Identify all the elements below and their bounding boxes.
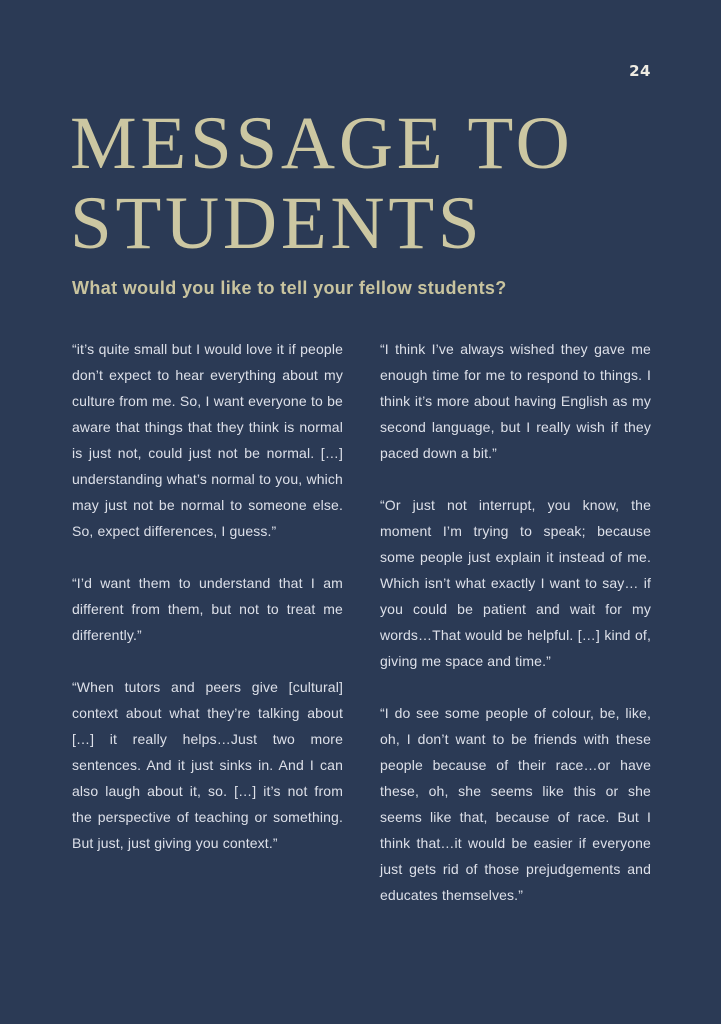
right-quote-column [380, 336, 651, 908]
quote-paragraph: “it’s quite small but I would love it if people don’t expect to hear everything about my culture from me. So, I want everyone to be aware that things that they think is normal is just not, could just not be normal. […] understanding what’s normal to you, which may just not be normal to someone else. So, expect differences, I guess.” [72, 341, 343, 539]
left-quote-column [72, 336, 343, 908]
quote-paragraph: “I do see some people of colour, be, like, oh, I don’t want to be friends with these people because of their race…or have these, oh, she seems like this or she seems like that, because of race. But I think that…it would be easier if everyone just gets rid of those prejudgements and educates themselves.” [380, 705, 651, 903]
quote-paragraph: “I think I’ve always wished they gave me enough time for me to respond to things. I think it’s more about having English as my second language, but I really wish if they paced down a bit.” [380, 341, 651, 461]
quote-paragraph: “I’d want them to understand that I am different from them, but not to treat me differently.” [72, 575, 343, 643]
page-title [70, 104, 574, 264]
page-title-line-2: STUDENTS [70, 182, 484, 265]
quote-columns [72, 336, 651, 908]
page-subtitle: What would you like to tell your fellow students? [72, 278, 507, 298]
quote-paragraph: “When tutors and peers give [cultural] context about what they’re talking about […] it really helps…Just two more sentences. And it just sinks in. And I can also laugh about it, so. […] it’s not from the perspective of teaching or something. But just, just giving you context.” [72, 679, 343, 851]
page-number: 24 [629, 62, 651, 80]
quote-paragraph: “Or just not interrupt, you know, the moment I’m trying to speak; because some people just explain it instead of me. Which isn’t what exactly I want to say… if you could be patient and wait for my words…That would be helpful. […] kind of, giving me space and time.” [380, 497, 651, 669]
page-title-line-1: MESSAGE TO [70, 102, 574, 185]
